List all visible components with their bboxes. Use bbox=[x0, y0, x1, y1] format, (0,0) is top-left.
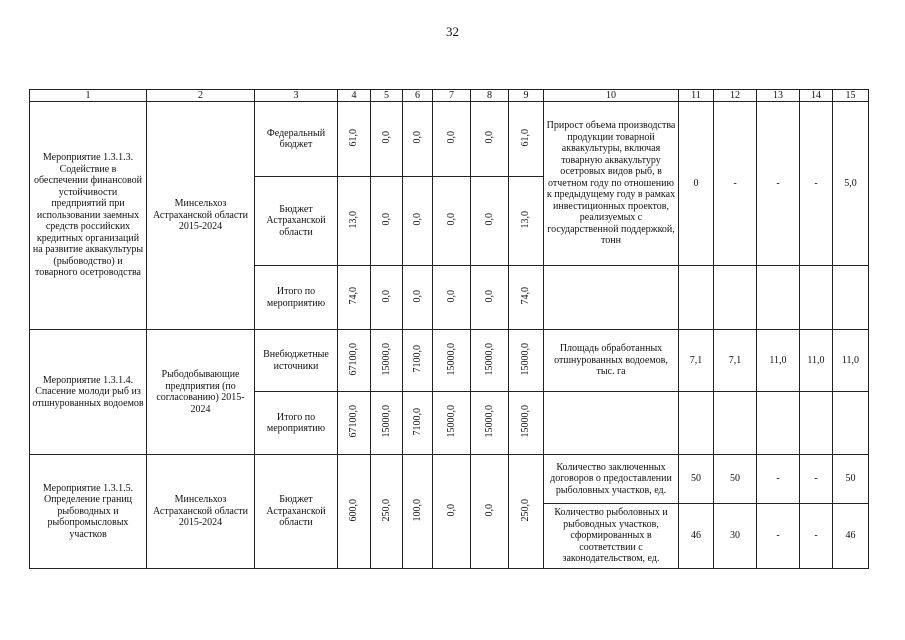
amount: 0,0 bbox=[411, 289, 423, 302]
amount: 7100,0 bbox=[411, 345, 423, 373]
amount: 15000,0 bbox=[445, 405, 457, 438]
funding-source: Бюджет Астраханской области bbox=[255, 177, 338, 266]
measure-title: Мероприятие 1.3.1.5. Определение границ рыбоводных и рыбопромысловых участков bbox=[30, 455, 147, 569]
empty-cell bbox=[757, 266, 800, 330]
amount: 61,0 bbox=[348, 128, 360, 146]
amount: 250,0 bbox=[520, 498, 532, 521]
funding-source: Бюджет Астраханской области bbox=[255, 455, 338, 569]
amount: 15000,0 bbox=[520, 342, 532, 375]
table-row bbox=[30, 330, 869, 392]
col-header: 4 bbox=[338, 90, 371, 102]
empty-cell bbox=[679, 392, 714, 455]
amount: 7100,0 bbox=[411, 407, 423, 435]
amount: 15000,0 bbox=[483, 405, 495, 438]
amount: 74,0 bbox=[348, 287, 360, 305]
col-header: 8 bbox=[471, 90, 509, 102]
amount: 61,0 bbox=[520, 128, 532, 146]
target-value: 5,0 bbox=[833, 102, 869, 266]
target-value: 7,1 bbox=[679, 330, 714, 392]
funding-source: Федеральный бюджет bbox=[255, 102, 338, 177]
indicator: Прирост объема производства продукции товарной аквакультуры, включая товарную аквакультуру осетровых видов рыб, в отчетном году по отношению к предыдущему году в рамках инвестиционных проектов, реализуемых с государственной поддержкой, тонн bbox=[544, 102, 679, 266]
amount: 13,0 bbox=[520, 210, 532, 228]
empty-cell bbox=[714, 392, 757, 455]
amount: 15000,0 bbox=[445, 342, 457, 375]
target-value: - bbox=[757, 504, 800, 569]
amount: 0,0 bbox=[380, 289, 392, 302]
measure-title: Мероприятие 1.3.1.4. Спасение молоди рыб из отшнурованных водоемов bbox=[30, 330, 147, 455]
target-value: - bbox=[714, 102, 757, 266]
amount: 0,0 bbox=[380, 213, 392, 226]
executor: Рыбодобывающие предприятия (по согласованию) 2015-2024 bbox=[147, 330, 255, 455]
program-table bbox=[29, 89, 869, 569]
amount: 15000,0 bbox=[380, 405, 392, 438]
target-value: 50 bbox=[714, 455, 757, 504]
amount: 0,0 bbox=[445, 503, 457, 516]
header-row bbox=[30, 90, 869, 102]
col-header: 1 bbox=[30, 90, 147, 102]
amount: 600,0 bbox=[348, 498, 360, 521]
target-value: 50 bbox=[833, 455, 869, 504]
col-header: 13 bbox=[757, 90, 800, 102]
target-value: - bbox=[800, 102, 833, 266]
col-header: 10 bbox=[544, 90, 679, 102]
table-row bbox=[30, 455, 869, 504]
target-value: 11,0 bbox=[800, 330, 833, 392]
amount: 15000,0 bbox=[483, 342, 495, 375]
empty-cell bbox=[833, 392, 869, 455]
funding-source: Внебюджетные источники bbox=[255, 330, 338, 392]
target-value: 50 bbox=[679, 455, 714, 504]
empty-cell bbox=[679, 266, 714, 330]
table-row bbox=[30, 102, 869, 177]
target-value: 46 bbox=[833, 504, 869, 569]
amount: 0,0 bbox=[483, 503, 495, 516]
target-value: 46 bbox=[679, 504, 714, 569]
col-header: 14 bbox=[800, 90, 833, 102]
amount: 67100,0 bbox=[348, 342, 360, 375]
amount: 13,0 bbox=[348, 210, 360, 228]
measure-title: Мероприятие 1.3.1.3. Содействие в обеспечении финансовой устойчивости предприятий при использовании заемных средств российских кредитных организаций на развитие аквакультуры (рыбоводство) и товарного осетроводства bbox=[30, 102, 147, 330]
target-value: 30 bbox=[714, 504, 757, 569]
col-header: 5 bbox=[371, 90, 403, 102]
col-header: 9 bbox=[509, 90, 544, 102]
col-header: 3 bbox=[255, 90, 338, 102]
amount: 0,0 bbox=[380, 131, 392, 144]
amount: 0,0 bbox=[411, 213, 423, 226]
empty-cell bbox=[833, 266, 869, 330]
amount: 67100,0 bbox=[348, 405, 360, 438]
empty-cell bbox=[544, 392, 679, 455]
amount: 15000,0 bbox=[520, 405, 532, 438]
col-header: 12 bbox=[714, 90, 757, 102]
empty-cell bbox=[800, 392, 833, 455]
amount: 250,0 bbox=[380, 498, 392, 521]
funding-source: Итого по мероприятию bbox=[255, 392, 338, 455]
amount: 0,0 bbox=[445, 131, 457, 144]
target-value: - bbox=[757, 102, 800, 266]
indicator: Площадь обработанных отшнурованных водоемов, тыс. га bbox=[544, 330, 679, 392]
amount: 0,0 bbox=[483, 289, 495, 302]
indicator: Количество заключенных договоров о предоставлении рыболовных участков, ед. bbox=[544, 455, 679, 504]
executor: Минсельхоз Астраханской области 2015-2024 bbox=[147, 102, 255, 330]
amount: 0,0 bbox=[445, 213, 457, 226]
amount: 74,0 bbox=[520, 287, 532, 305]
target-value: 0 bbox=[679, 102, 714, 266]
target-value: - bbox=[800, 455, 833, 504]
indicator: Количество рыболовных и рыбоводных участков, сформированных в соответствии с законодательством, ед. bbox=[544, 504, 679, 569]
col-header: 2 bbox=[147, 90, 255, 102]
col-header: 6 bbox=[403, 90, 433, 102]
target-value: 11,0 bbox=[757, 330, 800, 392]
empty-cell bbox=[714, 266, 757, 330]
amount: 0,0 bbox=[483, 131, 495, 144]
target-value: - bbox=[800, 504, 833, 569]
amount: 15000,0 bbox=[380, 342, 392, 375]
empty-cell bbox=[757, 392, 800, 455]
target-value: 7,1 bbox=[714, 330, 757, 392]
funding-source: Итого по мероприятию bbox=[255, 266, 338, 330]
amount: 0,0 bbox=[445, 289, 457, 302]
col-header: 11 bbox=[679, 90, 714, 102]
page-number: 32 bbox=[446, 24, 459, 39]
col-header: 7 bbox=[433, 90, 471, 102]
amount: 0,0 bbox=[411, 131, 423, 144]
target-value: 11,0 bbox=[833, 330, 869, 392]
amount: 100,0 bbox=[411, 498, 423, 521]
target-value: - bbox=[757, 455, 800, 504]
amount: 0,0 bbox=[483, 213, 495, 226]
col-header: 15 bbox=[833, 90, 869, 102]
executor: Минсельхоз Астраханской области 2015-2024 bbox=[147, 455, 255, 569]
empty-cell bbox=[544, 266, 679, 330]
empty-cell bbox=[800, 266, 833, 330]
